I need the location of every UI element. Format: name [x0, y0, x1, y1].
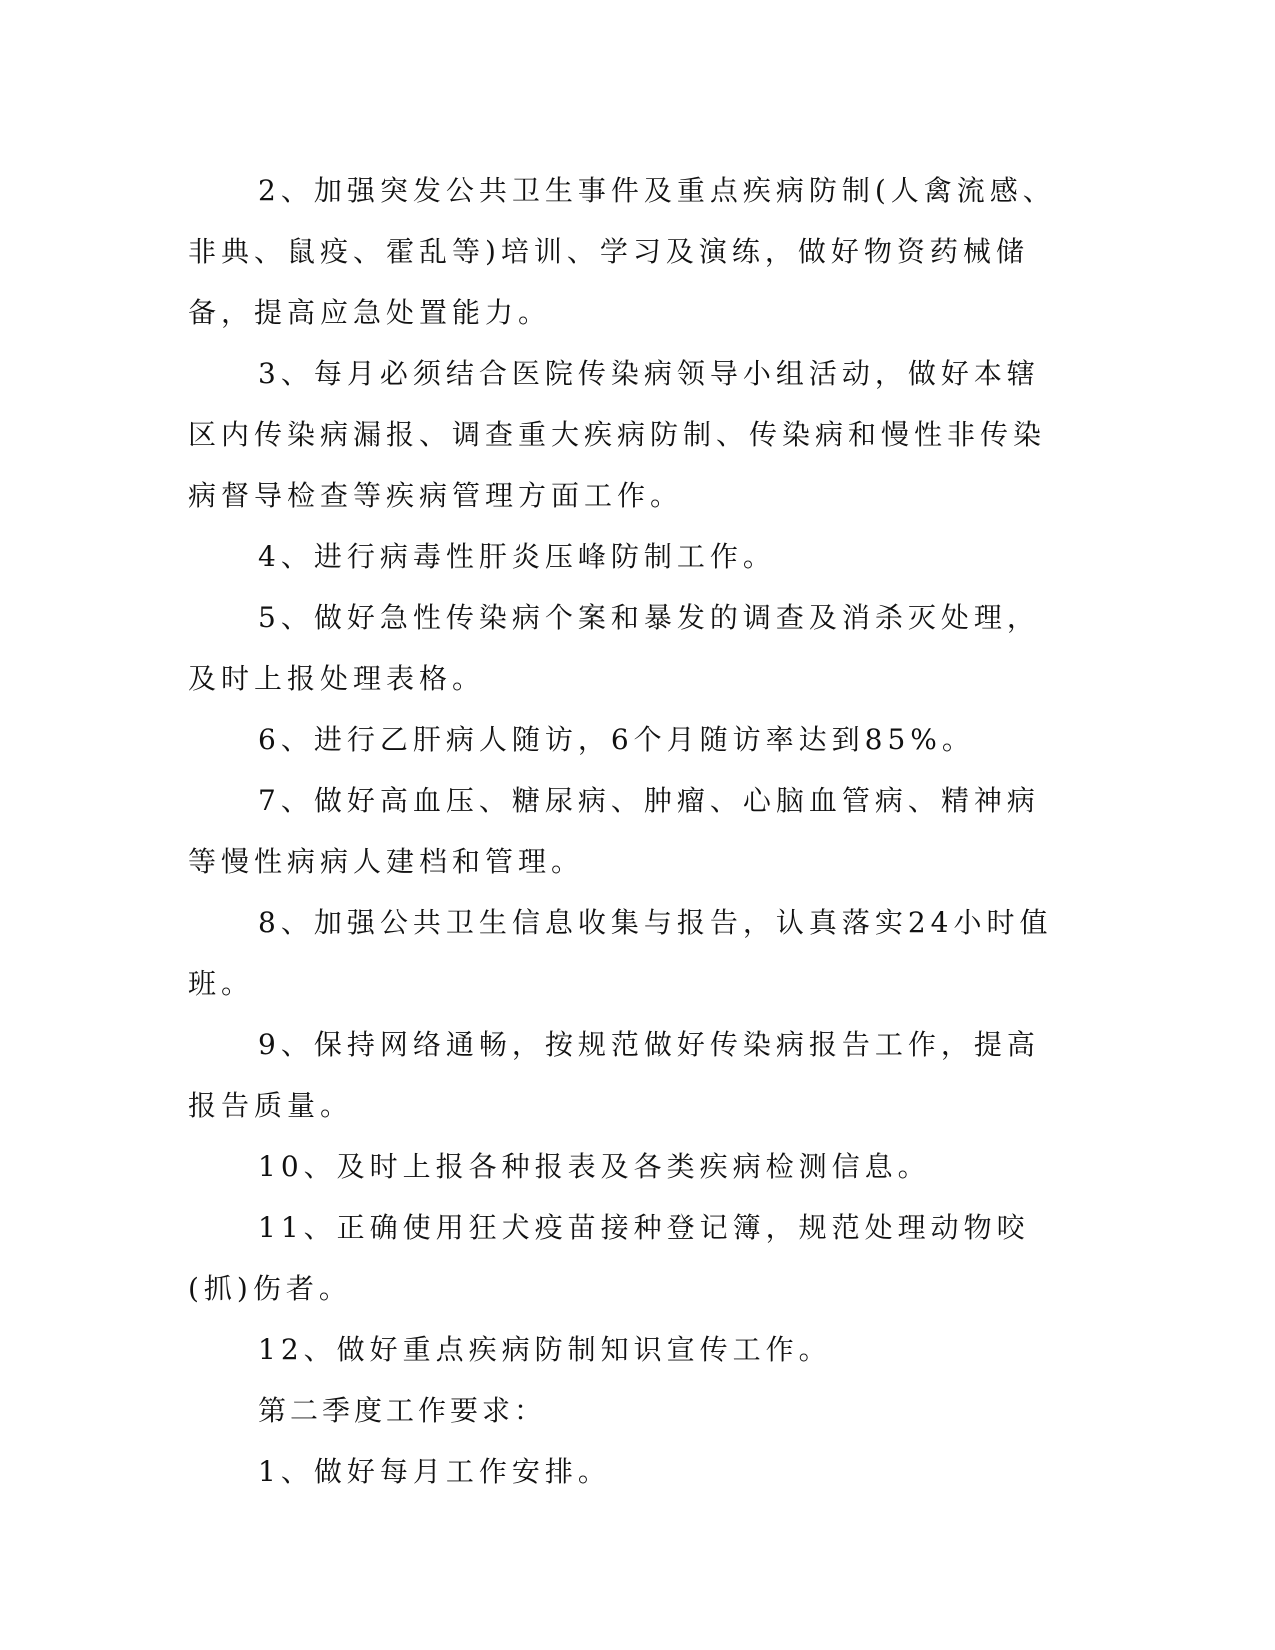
paragraph-item-7: 7、做好高血压、糖尿病、肿瘤、心脑血管病、精神病等慢性病病人建档和管理。: [188, 784, 1040, 878]
paragraph-item-12: 12、做好重点疾病防制知识宣传工作。: [258, 1333, 832, 1366]
paragraph-item-8: 8、加强公共卫生信息收集与报告，认真落实24小时值班。: [188, 906, 1053, 1000]
section-heading: 第二季度工作要求：: [258, 1394, 547, 1427]
paragraph-item-9: 9、保持网络通畅，按规范做好传染病报告工作，提高报告质量。: [188, 1028, 1040, 1122]
paragraph-item-10: 10、及时上报各种报表及各类疾病检测信息。: [258, 1150, 931, 1183]
paragraph-item-5: 5、做好急性传染病个案和暴发的调查及消杀灭处理，及时上报处理表格。: [188, 601, 1040, 695]
paragraph-item-1: 1、做好每月工作安排。: [258, 1455, 611, 1488]
paragraph-item-6: 6、进行乙肝病人随访，6个月随访率达到85%。: [258, 723, 975, 756]
paragraph-item-3: 3、每月必须结合医院传染病领导小组活动，做好本辖区内传染病漏报、调查重大疾病防制、传染病和慢性非传染病督导检查等疾病管理方面工作。: [188, 357, 1047, 512]
paragraph-item-4: 4、进行病毒性肝炎压峰防制工作。: [258, 540, 776, 573]
paragraph-item-11: 11、正确使用狂犬疫苗接种登记簿，规范处理动物咬(抓)伤者。: [188, 1211, 1030, 1305]
paragraph-item-2: 2、加强突发公共卫生事件及重点疾病防制(人禽流感、非典、鼠疫、霍乱等)培训、学习及演练，做好物资药械储备，提高应急处置能力。: [188, 174, 1056, 329]
document-body: [188, 160, 1068, 1502]
